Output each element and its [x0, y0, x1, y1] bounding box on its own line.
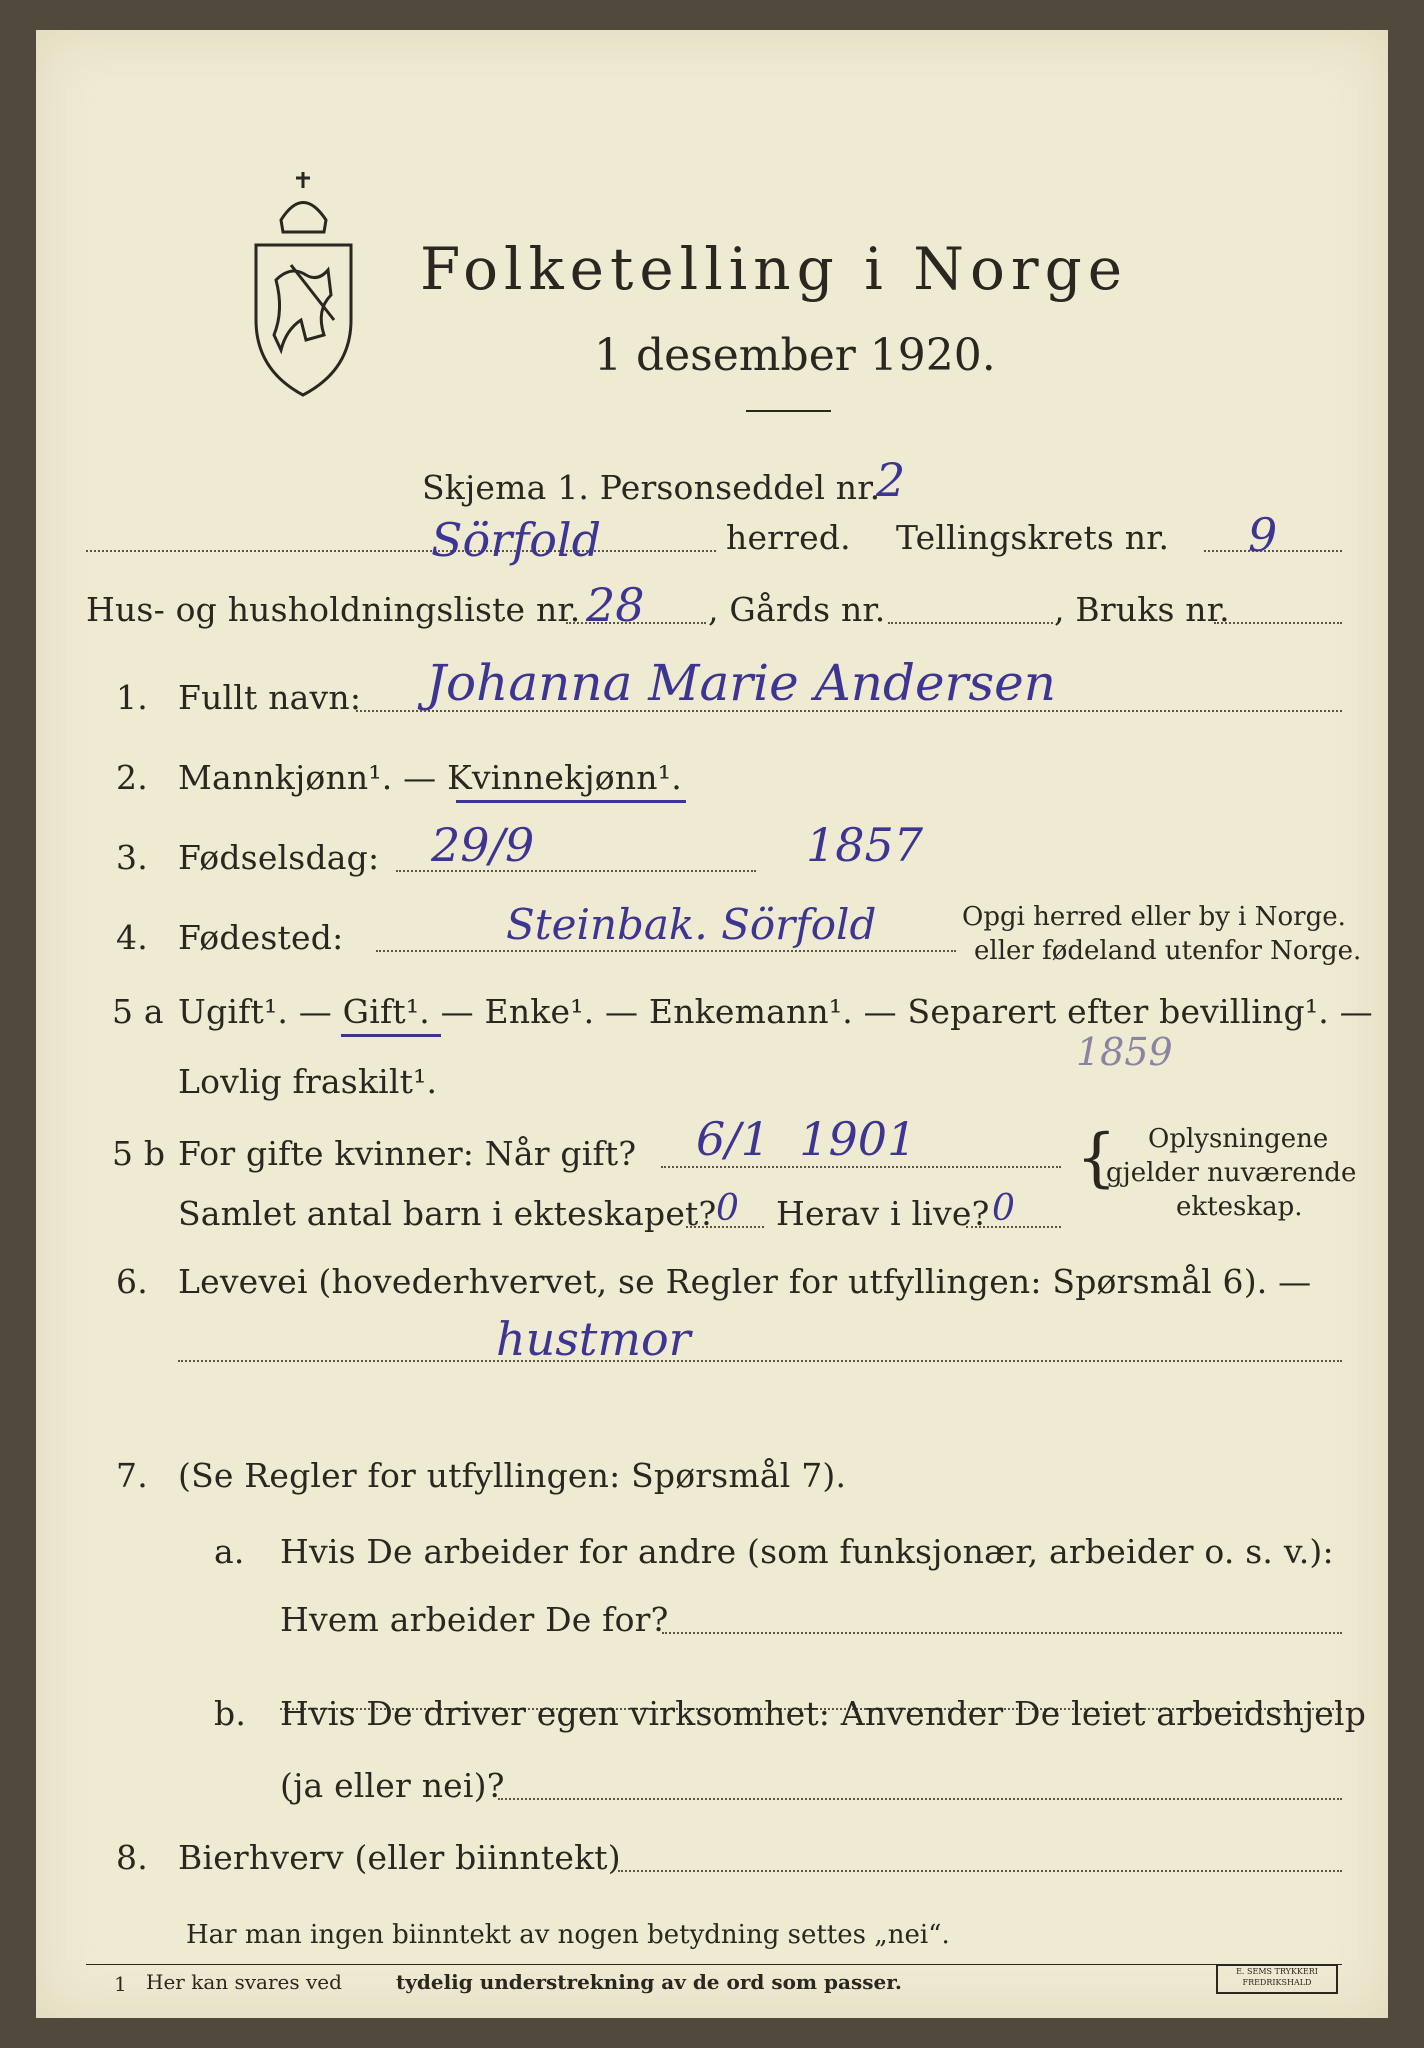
- q4-number: 4.: [116, 918, 148, 957]
- q4-dotline: [376, 950, 956, 952]
- page-title: Folketelling i Norge: [420, 235, 1129, 303]
- birthdate-value: 29/9: [431, 818, 535, 872]
- q5a-label: Ugift¹. — Gift¹. — Enke¹. — Enkemann¹. — Separert efter bevilling¹. —: [178, 992, 1373, 1031]
- q1-number: 1.: [116, 678, 148, 717]
- q7a-label-2: Hvem arbeider De for?: [280, 1600, 669, 1639]
- herred-label: herred.: [726, 518, 851, 557]
- q3-label: Fødselsdag:: [178, 838, 380, 877]
- q5b-number: 5 b: [112, 1134, 166, 1173]
- q7b-letter: b.: [214, 1694, 247, 1733]
- q8-number: 8.: [116, 1838, 148, 1877]
- q7b-label-2: (ja eller nei)?: [280, 1766, 505, 1805]
- q8-label: Bierhverv (eller biinntekt): [178, 1838, 621, 1877]
- personseddel-number: 2: [876, 453, 906, 507]
- printer-stamp: E. SEMS TRYKKERI FREDRIKSHALD: [1216, 1964, 1338, 1994]
- bruks-label: , Bruks nr.: [1054, 590, 1230, 629]
- gards-label: , Gårds nr.: [708, 590, 886, 629]
- birthplace-note-2: eller fødeland utenfor Norge.: [974, 936, 1362, 966]
- q5a-label-2: Lovlig fraskilt¹.: [178, 1062, 438, 1101]
- q5a-number: 5 a: [112, 992, 164, 1031]
- herred-value: Sörfold: [431, 513, 602, 567]
- q2-label: Mannkjønn¹. — Kvinnekjønn¹.: [178, 758, 682, 797]
- tellingskrets-value: 9: [1248, 508, 1278, 562]
- q7b-label: Hvis De driver egen virksomhet: Anvender De leiet arbeidshjelp: [280, 1694, 1367, 1733]
- note-brace: {: [1076, 1121, 1117, 1195]
- bruks-dotline: [1214, 622, 1342, 624]
- hus-value: 28: [586, 578, 645, 632]
- q8-dotline: [618, 1870, 1342, 1872]
- q5b-note-2: gjelder nuværende: [1106, 1158, 1357, 1188]
- full-name-value: Johanna Marie Andersen: [426, 654, 1056, 712]
- schema-label: Skjema 1. Personseddel nr.: [422, 468, 881, 507]
- q6-dotline: [178, 1360, 1342, 1362]
- kvinnekjonn-underline: [456, 800, 686, 803]
- note-nei: Har man ingen biinntekt av nogen betydning settes „nei“.: [186, 1920, 950, 1950]
- q7-label: (Se Regler for utfyllingen: Spørsmål 7).: [178, 1456, 847, 1495]
- tellingskrets-label: Tellingskrets nr.: [896, 518, 1170, 557]
- q7-number: 7.: [116, 1456, 148, 1495]
- birthplace-note-1: Opgi herred eller by i Norge.: [962, 902, 1346, 932]
- coat-of-arms-icon: [246, 170, 361, 400]
- footnote-text: Her kan svares ved: [146, 1970, 342, 1994]
- footnote-bold-text: tydelig understrekning av de ord som passer.: [396, 1970, 902, 1994]
- q5b-label: For gifte kvinner: Når gift?: [178, 1134, 637, 1173]
- hus-label: Hus- og husholdningsliste nr.: [86, 590, 581, 629]
- gards-dotline: [888, 622, 1053, 624]
- footnote-mark: 1: [114, 1972, 127, 1996]
- herred-dotline: [86, 550, 716, 552]
- census-date: 1 desember 1920.: [594, 330, 996, 381]
- q2-number: 2.: [116, 758, 148, 797]
- alive-count-value: 0: [992, 1188, 1015, 1229]
- q3-number: 3.: [116, 838, 148, 877]
- q5b-children-label: Samlet antal barn i ekteskapet?: [178, 1194, 717, 1233]
- q4-label: Fødested:: [178, 918, 344, 957]
- q1-label: Fullt navn:: [178, 678, 362, 717]
- q7a-dotline: [662, 1632, 1342, 1634]
- gift-underline: [341, 1034, 441, 1037]
- q5b-alive-label: Herav i live?: [776, 1194, 990, 1233]
- title-divider: [746, 410, 831, 412]
- marriage-date-value: 6/1 1901: [696, 1112, 917, 1166]
- occupation-value: hustmor: [496, 1312, 691, 1366]
- q5b-note-1: Oplysningene: [1148, 1124, 1329, 1154]
- q7b-dotline: [498, 1798, 1342, 1800]
- children-count-value: 0: [716, 1188, 739, 1229]
- q5b-note-3: ekteskap.: [1176, 1192, 1303, 1222]
- census-form: [36, 30, 1388, 2018]
- q6-label: Levevei (hovederhvervet, se Regler for utfyllingen: Spørsmål 6). —: [178, 1262, 1312, 1301]
- q7a-letter: a.: [214, 1532, 245, 1571]
- q7a-label: Hvis De arbeider for andre (som funksjonær, arbeider o. s. v.):: [280, 1532, 1334, 1571]
- birthyear-value: 1857: [806, 818, 924, 872]
- footnote-rule: [86, 1964, 1342, 1965]
- pencil-note-year: 1859: [1076, 1030, 1173, 1074]
- birthplace-value: Steinbak. Sörfold: [506, 900, 877, 949]
- q6-number: 6.: [116, 1262, 148, 1301]
- q5b-dotline: [661, 1166, 1061, 1168]
